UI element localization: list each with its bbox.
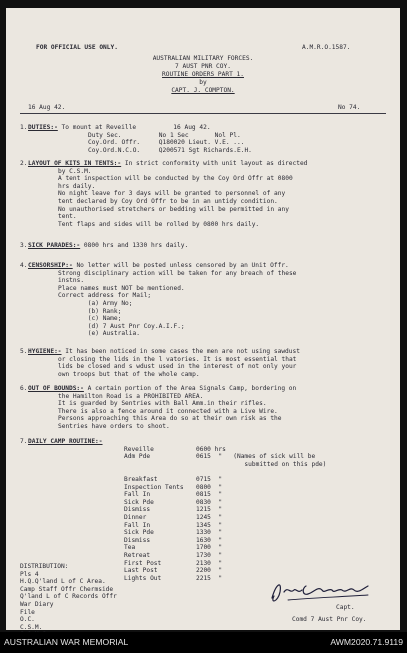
item-heading: CENSORSHIP:-: [28, 262, 73, 269]
routine-event: Lights Out: [124, 574, 162, 582]
routine-row: [28, 514, 386, 522]
footer-bar: [0, 632, 407, 653]
routine-time: 0715 ": [196, 475, 223, 483]
routine-time: 2200 ": [196, 567, 223, 575]
routine-time: submitted on this pde): [196, 460, 327, 468]
routine-time: 1215 ": [196, 506, 223, 514]
footer-accession-number: AWM2020.71.9119: [330, 637, 403, 647]
routine-event: Last Post: [124, 567, 158, 575]
routine-event: Reveille: [124, 445, 154, 453]
routine-event: Fall In: [124, 521, 151, 529]
routine-row: [28, 499, 386, 507]
routine-event: Dinner: [124, 513, 147, 521]
header-divider: [20, 113, 386, 114]
routine-row: [28, 491, 386, 499]
item-heading: DAILY CAMP ROUTINE:-: [28, 438, 103, 445]
routine-row: [28, 476, 386, 484]
routine-time: 1245 ": [196, 513, 223, 521]
classification-label: FOR OFFICIAL USE ONLY.: [36, 44, 118, 51]
order-date: 16 Aug 42.: [28, 104, 66, 111]
routine-row: [28, 446, 386, 454]
routine-event: Inspection Tents: [124, 483, 184, 491]
routine-event: Adm Pde: [124, 453, 151, 461]
routine-time: 1345 ": [196, 521, 223, 529]
routine-row: [28, 552, 386, 560]
item-number: 2.: [20, 160, 28, 167]
item-number: 4.: [20, 262, 28, 269]
item-heading: DUTIES:-: [28, 124, 58, 131]
routine-time: 0815 ": [196, 491, 223, 499]
org-line-2: 7 AUST PNR COY.: [175, 63, 231, 70]
by-label: by: [199, 79, 207, 86]
routine-event: Breakfast: [124, 475, 158, 483]
routine-time: 2130 ": [196, 559, 223, 567]
routine-time: 0615 " (Names of sick will be: [196, 453, 316, 461]
item-layout-of-kits: 2. LAYOUT OF KITS IN TENTS:- In strict conformity with unit layout as directed by C.S.M. A tent inspection will be conducted by the Coy Ord Offr at 0800 hrs daily. No night leave for 3 days will be granted to personnel of any tent declared by Coy Ord Offr to be in an untidy condition. No unauthorised stretchers or bedding will be permitted in any tent. Tent flaps and sides will be rolled by 0800 hrs daily.: [20, 160, 308, 228]
routine-time: 0800 ": [196, 483, 223, 491]
document-page: [6, 8, 400, 630]
distribution-item: Camp Staff Offr Chermside: [20, 585, 114, 593]
routine-event: Retreat: [124, 551, 151, 559]
footer-institution: AUSTRALIAN WAR MEMORIAL: [4, 637, 129, 647]
routine-schedule: [28, 446, 386, 583]
routine-time: 0600 hrs: [196, 445, 226, 453]
item-duties: DUTIES:- To mount at Reveille 16 Aug 42. Duty Sec. No 1 Sec Nol Pl. Coy.Ord. Offr. Q180020 Lieut. V.E. ... Coy.Ord.N.C.O. Q200571 Sgt Richards.E.H. 1.: [20, 124, 252, 154]
routine-time: 1730 ": [196, 551, 223, 559]
routine-row: [28, 453, 386, 461]
item-out-of-bounds: 6. OUT OF BOUNDS:- A certain portion of the Area Signals Camp, bordering on the Hamilton Road is a PROHIBITED AREA. It is guarded by Sentries with Ball Amm.in their rifles. There is also a fence around it connected with a Live Wire. Persons approaching this Area do so at their own risk as the Sentries have orders to shoot.: [20, 385, 297, 430]
distribution-item: C.S.M.: [20, 623, 43, 631]
routine-event: Sick Pde: [124, 529, 154, 537]
document-title: ROUTINE ORDERS PART 1.: [162, 71, 244, 78]
signature-unit: Comd 7 Aust Pnr Coy.: [292, 616, 367, 623]
distribution-item: Pls 4: [20, 570, 39, 578]
routine-spacer: [28, 468, 386, 476]
item-heading: SICK PARADES:-: [28, 242, 81, 249]
routine-time: 1700 ": [196, 544, 223, 552]
item-number: 5.: [20, 348, 28, 355]
distribution-heading: DISTRIBUTION:: [20, 563, 69, 570]
item-sick-parades: 3. SICK PARADES:- 0800 hrs and 1330 hrs daily.: [20, 242, 189, 249]
routine-event: First Post: [124, 559, 162, 567]
routine-event: Dismiss: [124, 506, 151, 514]
routine-time: 1630 ": [196, 536, 223, 544]
order-number: No 74.: [338, 104, 361, 111]
distribution-item: War Diary: [20, 600, 54, 608]
item-number: 3.: [20, 242, 28, 249]
routine-row: [28, 544, 386, 552]
routine-row: [28, 522, 386, 530]
routine-time: 0830 ": [196, 498, 223, 506]
distribution-list: [20, 563, 117, 639]
item-number: 1.: [20, 124, 28, 131]
signature-rank: Capt.: [336, 604, 355, 611]
org-line-1: AUSTRALIAN MILITARY FORCES.: [152, 55, 254, 62]
routine-row: [28, 506, 386, 514]
distribution-item: File: [20, 608, 35, 616]
routine-time: 2215 ": [196, 574, 223, 582]
reference-number: A.M.R.O.1587.: [302, 44, 351, 51]
distribution-item: Q'land L of C Records Offr: [20, 593, 117, 601]
item-heading: OUT OF BOUNDS:-: [28, 385, 84, 392]
distribution-item: O.C.: [20, 616, 35, 624]
item-hygiene: 5. HYGIENE:- It has been noticed in some cases the men are not using sawdust or closing the lids in the l vatories. It is most essential that lids be closed and s wdust used in the interest of not only your own troops but that of the whole camp.: [20, 348, 300, 378]
routine-event: Sick Pde: [124, 498, 154, 506]
item-censorship: 4. CENSORSHIP:- No letter will be posted unless censored by an Unit Offr. Strong disciplinary action will be taken for any breach of these instns. Place names must NOT be mentioned. Correct address for Mail; (a) Army No; (b) Rank; (c) Name; (d) 7 Aust Pnr Coy.A.I.F.; (e) Australia.: [20, 262, 297, 338]
item-heading: HYGIENE:-: [28, 348, 62, 355]
routine-row: [28, 484, 386, 492]
distribution-item: H.Q.Q'land L of C Area.: [20, 578, 106, 586]
routine-time: 1330 ": [196, 529, 223, 537]
routine-event: Dismiss: [124, 536, 151, 544]
item-heading: LAYOUT OF KITS IN TENTS:-: [28, 160, 122, 167]
routine-row: [28, 537, 386, 545]
routine-row: [28, 461, 386, 469]
officer-name: CAPT. J. COMPTON.: [171, 87, 235, 94]
routine-event: Fall In: [124, 491, 151, 499]
signature-handwritten: [268, 576, 378, 606]
routine-event: Tea: [124, 544, 136, 552]
routine-row: [28, 529, 386, 537]
item-number: 6.: [20, 385, 28, 392]
item-number: 7.: [20, 438, 28, 445]
